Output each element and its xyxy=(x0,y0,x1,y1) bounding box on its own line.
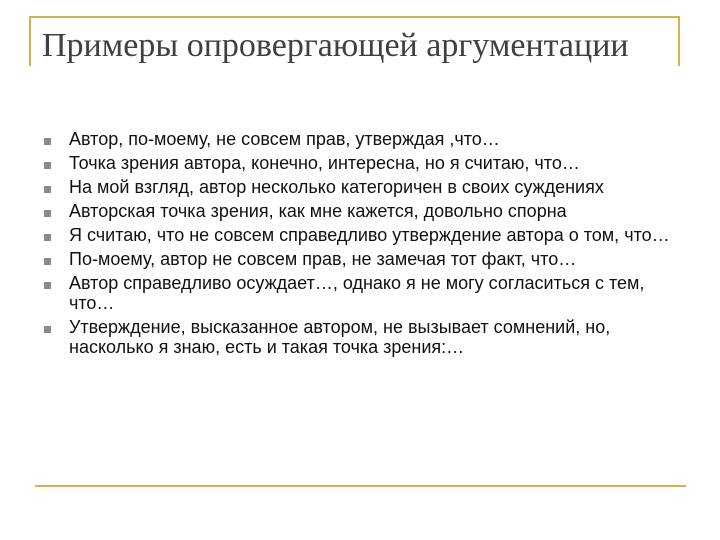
list-item xyxy=(44,271,684,315)
list-item xyxy=(44,315,684,359)
list-item xyxy=(44,127,684,151)
bullet-text: Автор, по-моему, не совсем прав, утверждая ,что… xyxy=(69,129,500,149)
frame-left-line xyxy=(29,16,31,66)
bullet-text: Автор справедливо осуждает…, однако я не могу согласиться с тем, что… xyxy=(69,273,645,313)
frame-right-line xyxy=(678,16,680,66)
list-item xyxy=(44,223,684,247)
list-item xyxy=(44,247,684,271)
square-bullet-icon xyxy=(44,210,51,217)
bullet-text: Авторская точка зрения, как мне кажется, довольно спорна xyxy=(69,201,567,221)
frame-bottom-line xyxy=(35,485,686,487)
list-item xyxy=(44,199,684,223)
bullet-text: На мой взгляд, автор несколько категоричен в своих суждениях xyxy=(69,177,604,197)
square-bullet-icon xyxy=(44,162,51,169)
square-bullet-icon xyxy=(44,138,51,145)
bullet-text: Точка зрения автора, конечно, интересна, но я считаю, что… xyxy=(69,153,580,173)
square-bullet-icon xyxy=(44,234,51,241)
bullet-text: Я считаю, что не совсем справедливо утверждение автора о том, что… xyxy=(69,225,670,245)
slide-title: Примеры опровергающей аргументации xyxy=(42,27,629,64)
bullet-list xyxy=(44,127,684,359)
square-bullet-icon xyxy=(44,282,51,289)
list-item xyxy=(44,151,684,175)
square-bullet-icon xyxy=(44,186,51,193)
square-bullet-icon xyxy=(44,326,51,333)
frame-top-line xyxy=(29,16,680,18)
list-item xyxy=(44,175,684,199)
square-bullet-icon xyxy=(44,258,51,265)
bullet-text: Утверждение, высказанное автором, не вызывает сомнений, но, насколько я знаю, есть и такая точка зрения:… xyxy=(69,317,611,357)
bullet-text: По-моему, автор не совсем прав, не замечая тот факт, что… xyxy=(69,249,577,269)
